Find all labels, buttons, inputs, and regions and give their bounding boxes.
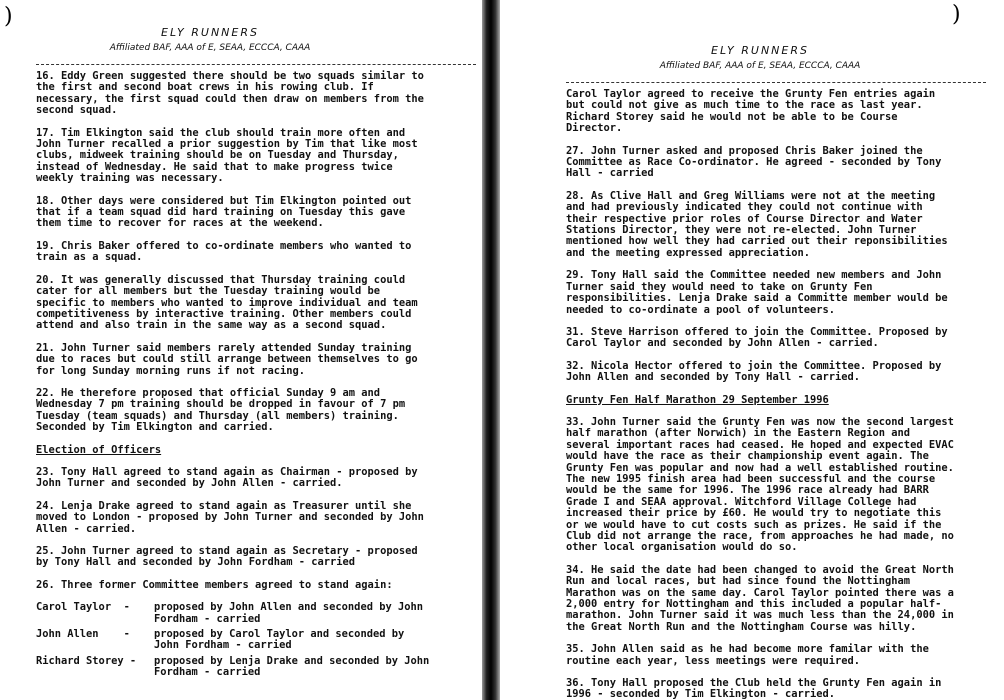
minute-paragraph: 22. He therefore proposed that official Sunday 9 am and Wednesday 7 pm training should be dropped in favour of 7 pm Tuesday (team squads) and Thursday (all members) training. Seconded by Tim Elkington and carried. bbox=[36, 386, 406, 434]
right-page bbox=[500, 0, 1004, 700]
section-heading-grunty-fen: Grunty Fen Half Marathon 29 September 1996 bbox=[566, 393, 829, 406]
minute-paragraph: 28. As Clive Hall and Greg Williams were not at the meeting and had previously indicated they could not continue with their respective prior roles of Course Director and Water Stations Director, they were not re-elected. John Turner mentioned how well they had carried out their reponsibilities and the meeting expressed appreciation. bbox=[566, 189, 948, 259]
left-org-title: ELY RUNNERS bbox=[161, 26, 259, 39]
minute-paragraph: 24. Lenja Drake agreed to stand again as Treasurer until she moved to London - proposed by John Turner and seconded by John Allen - carried. bbox=[36, 499, 424, 535]
left-divider bbox=[36, 64, 476, 65]
minute-paragraph: 21. John Turner said members rarely attended Sunday training due to races but could still arrange between themselves to go for long Sunday morning runs if not racing. bbox=[36, 341, 418, 377]
minute-paragraph: 16. Eddy Green suggested there should be two squads similar to the first and second boat crews in his rowing club. If necessary, the first squad could then draw on members from the second squad. bbox=[36, 70, 424, 117]
minute-paragraph: 36. Tony Hall proposed the Club held the Grunty Fen again in 1996 - seconded by Tim Elkington - carried. bbox=[566, 677, 942, 700]
page-mark-right: ) bbox=[952, 2, 961, 27]
page-gutter bbox=[482, 0, 500, 700]
minute-paragraph: 19. Chris Baker offered to co-ordinate members who wanted to train as a squad. bbox=[36, 239, 412, 264]
right-org-title: ELY RUNNERS bbox=[711, 44, 809, 57]
minute-paragraph: 27. John Turner asked and proposed Chris Baker joined the Committee as Race Co-ordinator. He agreed - seconded by Tony Hall - carried bbox=[566, 144, 942, 180]
right-body bbox=[566, 78, 986, 700]
minute-paragraph: 33. John Turner said the Grunty Fen was now the second largest half marathon (after Norwich) in the Eastern Region and several important races had ceased. He hoped and expected EVAC would have the race as their championship event again. The Grunty Fen was popular and now had a well established routine. The new 1995 finish area had been successful and the course would be the same for 1996. The 1996 race already had BARR Grade I and SEAA approval. Witchford Village College had increased their price by £60. He would try to negotiate this or we would have to cut costs such as prizes. He said if the Club did not arrange the race, from approaches he had made, no other local organisation would do so. bbox=[566, 415, 954, 554]
nomination-row bbox=[36, 602, 476, 625]
nomination-row bbox=[36, 656, 476, 679]
minute-paragraph: 25. John Turner agreed to stand again as Secretary - proposed by Tony Hall and seconded by John Fordham - carried bbox=[36, 545, 418, 569]
nomination-row bbox=[36, 629, 476, 652]
left-page bbox=[0, 0, 482, 700]
minute-paragraph: 32. Nicola Hector offered to join the Committee. Proposed by John Allen and seconded by Tony Hall - carried. bbox=[566, 359, 942, 384]
left-affiliation: Affiliated BAF, AAA of E, SEAA, ECCCA, CAAA bbox=[109, 43, 311, 53]
nominee-name: John Allen - bbox=[36, 628, 130, 641]
minute-paragraph: 35. John Allen said as he had become more familar with the routine each year, less meetings were required. bbox=[566, 643, 929, 667]
minute-paragraph: 17. Tim Elkington said the club should train more often and John Turner recalled a prior suggestion by Tim that like most clubs, midweek training should be on Tuesday and Thursday, instead of Wednesday. He said that to make progress twice weekly training was necessary. bbox=[36, 126, 418, 185]
nominee-name: Richard Storey - bbox=[36, 654, 137, 667]
minute-paragraph: 31. Steve Harrison offered to join the Committee. Proposed by Carol Taylor and seconded by John Allen - carried. bbox=[566, 325, 948, 350]
left-body bbox=[36, 60, 476, 683]
minute-paragraph: 26. Three former Committee members agreed to stand again: bbox=[36, 578, 393, 591]
minute-paragraph: 29. Tony Hall said the Committee needed new members and John Turner said they would need to take on Grunty Fen responsibilities. Lenja Drake said a Committe member would be needed to co-ordinate a pool of volunteers. bbox=[566, 269, 948, 316]
section-heading-election: Election of Officers bbox=[36, 443, 162, 456]
right-header bbox=[600, 0, 920, 71]
nomination-text: proposed by John Allen and seconded by John Fordham - carried bbox=[154, 601, 423, 625]
nomination-text: proposed by Carol Taylor and seconded by John Fordham - carried bbox=[154, 628, 405, 652]
minute-paragraph: Carol Taylor agreed to receive the Grunty Fen entries again but could not give as much time to the race as last year. Richard Storey said he would not be able to be Course Director. bbox=[566, 88, 936, 135]
minute-paragraph: 23. Tony Hall agreed to stand again as Chairman - proposed by John Turner and seconded by John Allen - carried. bbox=[36, 465, 418, 490]
right-divider bbox=[566, 82, 986, 83]
nominations-list bbox=[36, 602, 476, 678]
left-header bbox=[60, 0, 360, 53]
minute-paragraph: 18. Other days were considered but Tim Elkington pointed out that if a team squad did hard training on Tuesday this gave them time to recover for races at the weekend. bbox=[36, 194, 412, 230]
page-mark-left: ) bbox=[4, 4, 13, 29]
nominee-name: Carol Taylor - bbox=[36, 601, 130, 614]
nomination-text: proposed by Lenja Drake and seconded by John Fordham - carried bbox=[154, 654, 430, 679]
minute-paragraph: 20. It was generally discussed that Thursday training could cater for all members but the Tuesday training would be specific to members who wanted to improve individual and team competitiveness by interactive training. Other members could attend and also train in the same way as a second squad. bbox=[36, 273, 418, 332]
minute-paragraph: 34. He said the date had been changed to avoid the Great North Run and local races, but had since found the Nottingham Marathon was on the same day. Carol Taylor pointed there was a 2,000 entry for Nottingham and this included a popular half- marathon. John Turner said it was much less than the 24,000 in the Great North Run and the Nottingham Course was hilly. bbox=[566, 563, 954, 633]
right-affiliation: Affiliated BAF, AAA of E, SEAA, ECCCA, CAAA bbox=[659, 61, 861, 71]
